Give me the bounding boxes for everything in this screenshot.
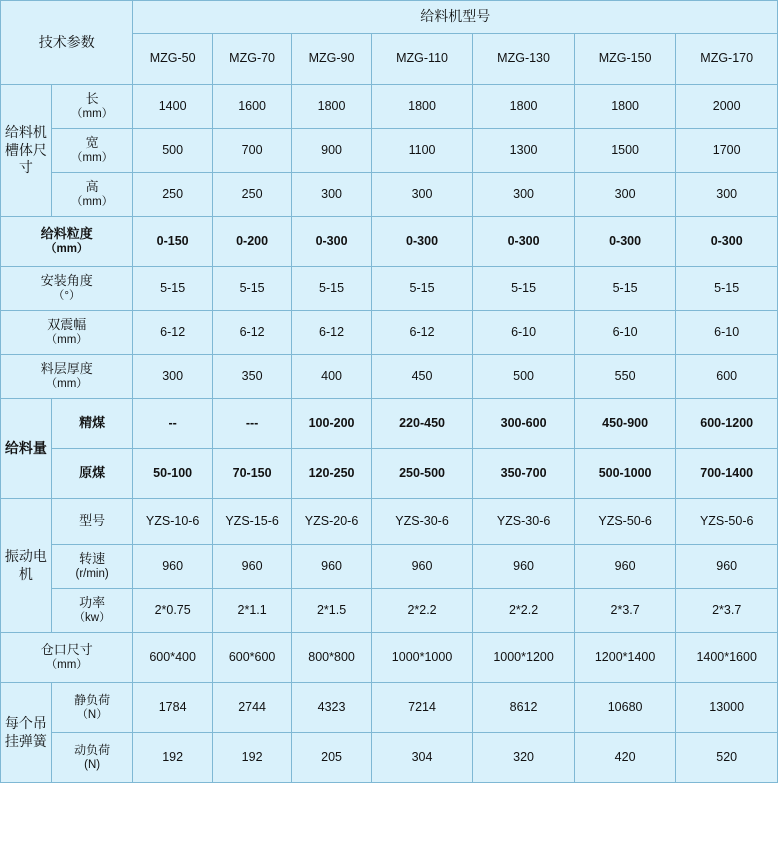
cell-value: YZS-30-6 [371, 499, 473, 545]
cell-value: 1000*1000 [371, 633, 473, 683]
cell-value: 5-15 [133, 267, 212, 311]
cell-value: 6-12 [371, 311, 473, 355]
cell-value: 520 [676, 733, 778, 783]
row-label-layer-thickness: 料层厚度 （mm） [1, 355, 133, 399]
cell-value: 1300 [473, 129, 575, 173]
cell-value: YZS-50-6 [574, 499, 676, 545]
cell-value: 300 [371, 173, 473, 217]
cell-value: 500-1000 [574, 449, 676, 499]
cell-value: 5-15 [676, 267, 778, 311]
row-label-double-amplitude: 双震幅 （mm） [1, 311, 133, 355]
cell-value: 500 [473, 355, 575, 399]
row-label-width: 宽 （mm） [51, 129, 133, 173]
header-model-3: MZG-110 [371, 34, 473, 85]
row-label-motor-power: 功率 （kw） [51, 589, 133, 633]
cell-value: 1600 [212, 85, 291, 129]
cell-value: 70-150 [212, 449, 291, 499]
cell-value: 300 [574, 173, 676, 217]
cell-value: 1800 [292, 85, 371, 129]
cell-value: 250-500 [371, 449, 473, 499]
cell-value: 6-10 [574, 311, 676, 355]
header-model-4: MZG-130 [473, 34, 575, 85]
row-label-bin-opening-size: 仓口尺寸 （mm） [1, 633, 133, 683]
cell-value: 400 [292, 355, 371, 399]
cell-value: 0-300 [574, 217, 676, 267]
cell-value: 960 [676, 545, 778, 589]
table-row [1, 217, 778, 267]
cell-value: 1800 [574, 85, 676, 129]
row-label-height: 高 （mm） [51, 173, 133, 217]
cell-value: 304 [371, 733, 473, 783]
table-row [1, 633, 778, 683]
cell-value: 10680 [574, 683, 676, 733]
cell-value: 2*1.1 [212, 589, 291, 633]
cell-value: 300 [292, 173, 371, 217]
header-model-1: MZG-70 [212, 34, 291, 85]
cell-value: 2*3.7 [676, 589, 778, 633]
cell-value: 500 [133, 129, 212, 173]
table-row [1, 173, 778, 217]
cell-value: 600 [676, 355, 778, 399]
cell-value: 6-12 [292, 311, 371, 355]
cell-value: 1400*1600 [676, 633, 778, 683]
cell-value: 700-1400 [676, 449, 778, 499]
header-model-5: MZG-150 [574, 34, 676, 85]
header-model-group-label: 给料机型号 [133, 1, 778, 34]
cell-value: 420 [574, 733, 676, 783]
row-label-feed-size: 给料粒度 （mm） [1, 217, 133, 267]
row-label-length: 长 （mm） [51, 85, 133, 129]
cell-value: YZS-30-6 [473, 499, 575, 545]
group-label-vibration-motor: 振动电机 [1, 499, 52, 633]
cell-value: 6-10 [676, 311, 778, 355]
header-model-0: MZG-50 [133, 34, 212, 85]
cell-value: 192 [133, 733, 212, 783]
table-row [1, 449, 778, 499]
table-row [1, 499, 778, 545]
cell-value: 1800 [473, 85, 575, 129]
cell-value: 205 [292, 733, 371, 783]
table-row [1, 85, 778, 129]
cell-value: 960 [292, 545, 371, 589]
cell-value: 5-15 [292, 267, 371, 311]
cell-value: 250 [133, 173, 212, 217]
cell-value: 2*2.2 [371, 589, 473, 633]
row-label-raw-coal: 原煤 [51, 449, 133, 499]
cell-value: 550 [574, 355, 676, 399]
cell-value: 0-150 [133, 217, 212, 267]
cell-value: 300-600 [473, 399, 575, 449]
cell-value: 350 [212, 355, 291, 399]
cell-value: 960 [371, 545, 473, 589]
table-row [1, 267, 778, 311]
cell-value: 300 [133, 355, 212, 399]
cell-value: 250 [212, 173, 291, 217]
cell-value: 1100 [371, 129, 473, 173]
cell-value: 192 [212, 733, 291, 783]
group-label-trough-dimensions: 给料机槽体尺寸 [1, 85, 52, 217]
table-row [1, 545, 778, 589]
row-label-clean-coal: 精煤 [51, 399, 133, 449]
cell-value: 1784 [133, 683, 212, 733]
cell-value: 1700 [676, 129, 778, 173]
cell-value: 6-12 [133, 311, 212, 355]
cell-value: 600*600 [212, 633, 291, 683]
cell-value: 2744 [212, 683, 291, 733]
table-row [1, 733, 778, 783]
cell-value: YZS-10-6 [133, 499, 212, 545]
cell-value: 6-10 [473, 311, 575, 355]
table-header-row-1 [1, 1, 778, 34]
cell-value: 7214 [371, 683, 473, 733]
cell-value: 5-15 [574, 267, 676, 311]
row-label-motor-speed: 转速 (r/min) [51, 545, 133, 589]
cell-value: 4323 [292, 683, 371, 733]
table-row [1, 311, 778, 355]
table-row [1, 129, 778, 173]
cell-value: 960 [574, 545, 676, 589]
cell-value: 2*0.75 [133, 589, 212, 633]
group-label-feed-capacity: 给料量 [1, 399, 52, 499]
row-label-install-angle: 安装角度 （°） [1, 267, 133, 311]
group-label-suspension-spring: 每个吊挂弹簧 [1, 683, 52, 783]
cell-value: 0-300 [473, 217, 575, 267]
cell-value: 300 [676, 173, 778, 217]
cell-value: 5-15 [371, 267, 473, 311]
cell-value: 1800 [371, 85, 473, 129]
cell-value: 350-700 [473, 449, 575, 499]
cell-value: 1200*1400 [574, 633, 676, 683]
cell-value: 320 [473, 733, 575, 783]
cell-value: 600-1200 [676, 399, 778, 449]
cell-value: 8612 [473, 683, 575, 733]
cell-value: 5-15 [212, 267, 291, 311]
cell-value: YZS-20-6 [292, 499, 371, 545]
cell-value: 5-15 [473, 267, 575, 311]
cell-value: 220-450 [371, 399, 473, 449]
cell-value: 0-300 [371, 217, 473, 267]
table-row [1, 399, 778, 449]
row-label-static-load: 静负荷 （N） [51, 683, 133, 733]
cell-value: --- [212, 399, 291, 449]
header-model-2: MZG-90 [292, 34, 371, 85]
cell-value: YZS-15-6 [212, 499, 291, 545]
header-model-6: MZG-170 [676, 34, 778, 85]
cell-value: 120-250 [292, 449, 371, 499]
cell-value: 960 [473, 545, 575, 589]
cell-value: 960 [133, 545, 212, 589]
row-label-dynamic-load: 动负荷 (N) [51, 733, 133, 783]
cell-value: 450 [371, 355, 473, 399]
cell-value: 600*400 [133, 633, 212, 683]
cell-value: 13000 [676, 683, 778, 733]
table-row [1, 355, 778, 399]
cell-value: 450-900 [574, 399, 676, 449]
cell-value: 1500 [574, 129, 676, 173]
cell-value: 700 [212, 129, 291, 173]
cell-value: 0-300 [676, 217, 778, 267]
cell-value: 6-12 [212, 311, 291, 355]
cell-value: 2*2.2 [473, 589, 575, 633]
cell-value: -- [133, 399, 212, 449]
cell-value: 2*3.7 [574, 589, 676, 633]
row-label-motor-model: 型号 [51, 499, 133, 545]
cell-value: YZS-50-6 [676, 499, 778, 545]
cell-value: 300 [473, 173, 575, 217]
table-row [1, 589, 778, 633]
cell-value: 1000*1200 [473, 633, 575, 683]
cell-value: 1400 [133, 85, 212, 129]
cell-value: 960 [212, 545, 291, 589]
cell-value: 100-200 [292, 399, 371, 449]
cell-value: 0-200 [212, 217, 291, 267]
cell-value: 800*800 [292, 633, 371, 683]
cell-value: 2*1.5 [292, 589, 371, 633]
header-params-label: 技术参数 [1, 1, 133, 85]
cell-value: 0-300 [292, 217, 371, 267]
table-row [1, 683, 778, 733]
cell-value: 2000 [676, 85, 778, 129]
cell-value: 50-100 [133, 449, 212, 499]
cell-value: 900 [292, 129, 371, 173]
